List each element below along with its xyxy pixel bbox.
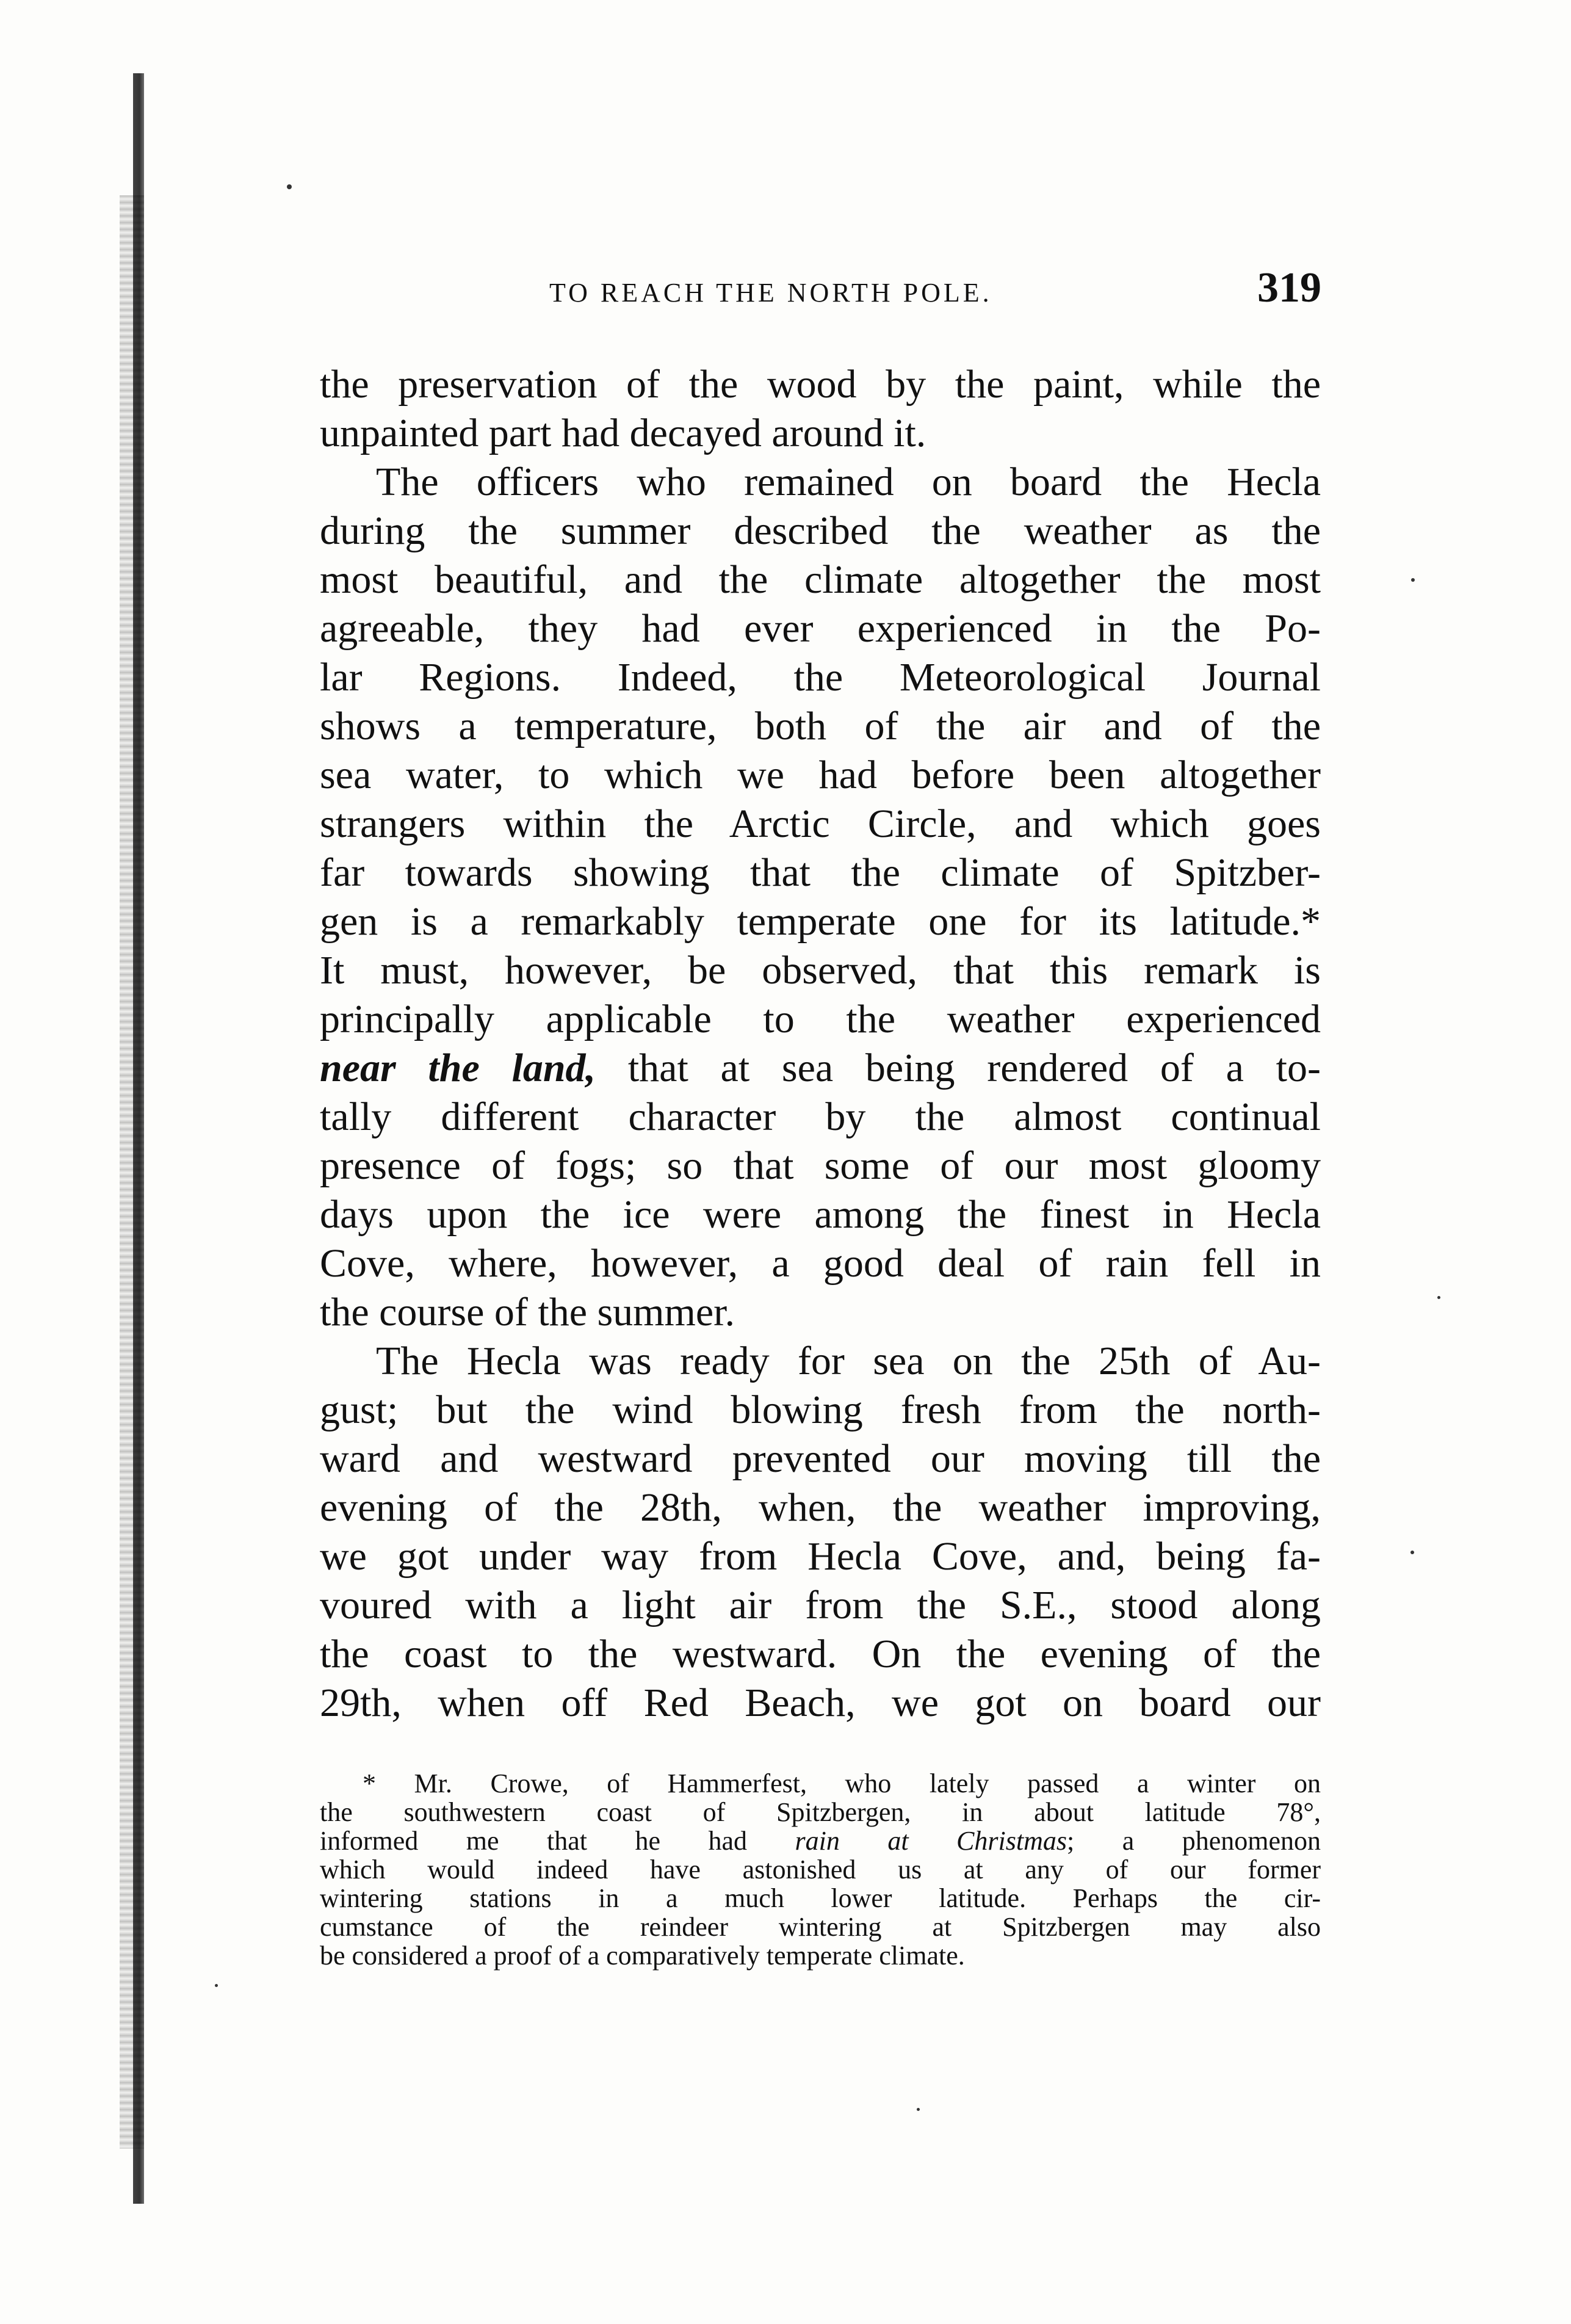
text-line: agreeable, they had ever experienced in the Po-	[320, 606, 1321, 651]
text-line: Cove, where, however, a good deal of rain fell in	[320, 1241, 1321, 1286]
body-text	[320, 360, 1321, 1728]
text-line: gust; but the wind blowing fresh from the north-	[320, 1388, 1321, 1432]
print-speck	[215, 1984, 218, 1987]
text-line: during the summer described the weather as the	[320, 509, 1321, 553]
text-line: the coast to the westward. On the evening of the	[320, 1632, 1321, 1676]
text-line: 29th, when off Red Beach, we got on board our	[320, 1681, 1321, 1725]
page-header	[549, 264, 1321, 319]
text-line: shows a temperature, both of the air and of the	[320, 704, 1321, 748]
footnote-line: be considered a proof of a comparatively temperate climate.	[320, 1941, 965, 1971]
text-line: we got under way from Hecla Cove, and, being fa-	[320, 1534, 1321, 1579]
footnote-line: which would indeed have astonished us at any of our former	[320, 1855, 1321, 1884]
footnote-italic-phrase: rain at Christmas	[795, 1826, 1067, 1856]
footnote-line: cumstance of the reindeer wintering at Spitzbergen may also	[320, 1912, 1321, 1942]
text-fragment: that at sea being rendered of a to-	[627, 1046, 1321, 1090]
footnote-line-with-italic	[320, 1826, 1321, 1855]
text-line: tally different character by the almost continual	[320, 1095, 1321, 1139]
text-line: unpainted part had decayed around it.	[320, 411, 926, 455]
text-line: The Hecla was ready for sea on the 25th of Au-	[376, 1339, 1321, 1383]
text-line: ward and westward prevented our moving till the	[320, 1436, 1321, 1481]
text-line: presence of fogs; so that some of our most gloomy	[320, 1143, 1321, 1188]
footnote	[320, 1769, 1321, 1970]
text-line: lar Regions. Indeed, the Meteorological Journal	[320, 655, 1321, 700]
footnote-line: the southwestern coast of Spitzbergen, in about latitude 78°,	[320, 1797, 1321, 1827]
footnote-line: wintering stations in a much lower latitude. Perhaps the cir-	[320, 1883, 1321, 1913]
footnote-fragment: informed me that he had	[320, 1826, 748, 1856]
text-line: strangers within the Arctic Circle, and which goes	[320, 802, 1321, 846]
binding-shadow	[120, 195, 144, 2149]
text-line: It must, however, be observed, that this remark is	[320, 948, 1321, 993]
print-speck	[1411, 578, 1415, 582]
text-line: evening of the 28th, when, the weather improving,	[320, 1485, 1321, 1530]
text-line-with-italic	[320, 1044, 1321, 1093]
text-line: the course of the summer.	[320, 1290, 735, 1334]
text-line: days upon the ice were among the finest in Hecla	[320, 1192, 1321, 1237]
footnote-line: * Mr. Crowe, of Hammerfest, who lately passed a winter on	[363, 1768, 1321, 1798]
footnote-fragment: ; a phenomenon	[1066, 1826, 1321, 1856]
text-line: the preservation of the wood by the paint, while the	[320, 362, 1321, 407]
print-speck	[917, 2108, 920, 2111]
print-speck	[1410, 1551, 1414, 1554]
text-line: sea water, to which we had before been altogether	[320, 753, 1321, 797]
text-line: voured with a light air from the S.E., stood along	[320, 1583, 1321, 1627]
running-head: TO REACH THE NORTH POLE.	[549, 278, 992, 308]
page-number: 319	[1257, 264, 1321, 311]
print-speck	[287, 184, 292, 189]
text-line: gen is a remarkably temperate one for its latitude.*	[320, 899, 1321, 944]
text-line: principally applicable to the weather experienced	[320, 997, 1321, 1041]
text-line: The officers who remained on board the Hecla	[376, 460, 1321, 504]
text-line: most beautiful, and the climate altogether the most	[320, 557, 1321, 602]
print-speck	[1437, 1296, 1440, 1299]
italic-phrase: near the land,	[320, 1046, 596, 1090]
text-line: far towards showing that the climate of Spitzber-	[320, 850, 1321, 895]
